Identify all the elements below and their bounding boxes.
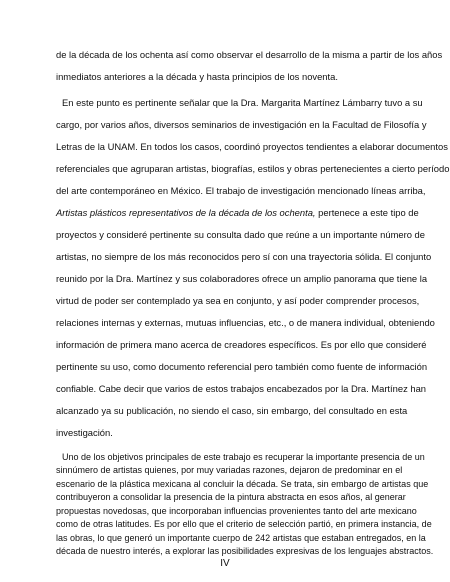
text-line: alcanzado ya su publicación, no siendo el caso, sin embargo, del consultado en esta — [56, 405, 408, 416]
page-number: IV — [220, 558, 230, 569]
text-line: contribuyeron a consolidar la presencia de la pintura abstracta en esos años, al generar — [56, 492, 406, 503]
text-line: cargo, por varios años, diversos seminarios de investigación en la Facultad de Filosofía y — [56, 119, 427, 130]
text-line: artistas, no siempre de los más reconocidos pero sí con una trayectoria sólida. El conjunto — [56, 251, 432, 262]
text-line: Uno de los objetivos principales de este trabajo es recuperar la importante presencia de un — [62, 452, 425, 462]
text-line: información de primera mano acerca de creadores específicos. Es por ello que consideré — [56, 339, 427, 350]
text-line: escenario de la plástica mexicana al concluir la década. Se trata, sin embargo de artistas que — [56, 478, 429, 489]
text-line: sinnúmero de artistas quienes, por muy variadas razones, dejaron de predominar en el — [56, 465, 403, 476]
text-line: reunido por la Dra. Martínez y sus colaboradores ofrece un amplio panorama que tiene la — [56, 273, 428, 284]
text-line: proyectos y consideré pertinente su consulta dado que reúne a un importante número de — [56, 229, 425, 240]
text-line: virtud de poder ser contemplado ya sea en conjunto, y así poder comprender procesos, — [56, 295, 420, 306]
text-line: del arte contemporáneo en México. El trabajo de investigación mencionado líneas arriba, — [56, 185, 426, 196]
text-line: confiable. Cabe decir que varios de estos trabajos encabezados por la Dra. Martínez han — [56, 383, 427, 394]
text-line-with-title — [56, 207, 419, 219]
text-line: pertinente su uso, como documento referencial pero también como fuente de información — [56, 361, 428, 372]
text-line: década de nuestro interés, a explorar las posibilidades expresivas de los lenguajes abstractos. — [56, 546, 434, 556]
text-fragment: pertenece a este tipo de — [318, 207, 419, 218]
text-line: referenciales que agruparan artistas, biografías, estilos y obras pertenecientes a cierto período — [56, 163, 450, 174]
work-title: Artistas plásticos representativos de la década de los ochenta, — [56, 207, 316, 218]
text-line: investigación. — [56, 427, 113, 438]
text-line: propuestas novedosas, que incorporaban influencias provenientes tanto del arte mexicano — [56, 505, 417, 516]
text-line: Letras de la UNAM. En todos los casos, coordinó proyectos tendientes a elaborar documentos — [56, 141, 448, 152]
text-line: inmediatos anteriores a la década y hasta principios de los noventa. — [56, 71, 338, 82]
text-line: de la década de los ochenta así como observar el desarrollo de la misma a partir de los años — [56, 49, 443, 60]
text-line: relaciones internas y externas, mutuas influencias, etc., o de manera individual, obteniendo — [56, 317, 435, 328]
text-line: En este punto es pertinente señalar que la Dra. Margarita Martínez Lámbarry tuvo a su — [62, 97, 423, 108]
text-line: como de otras latitudes. Es por ello que el criterio de selección partió, en primera instancia, de — [56, 519, 432, 530]
text-line: las obras, lo que generó un importante cuerpo de 242 artistas que estaban entregados, en la — [56, 532, 426, 543]
